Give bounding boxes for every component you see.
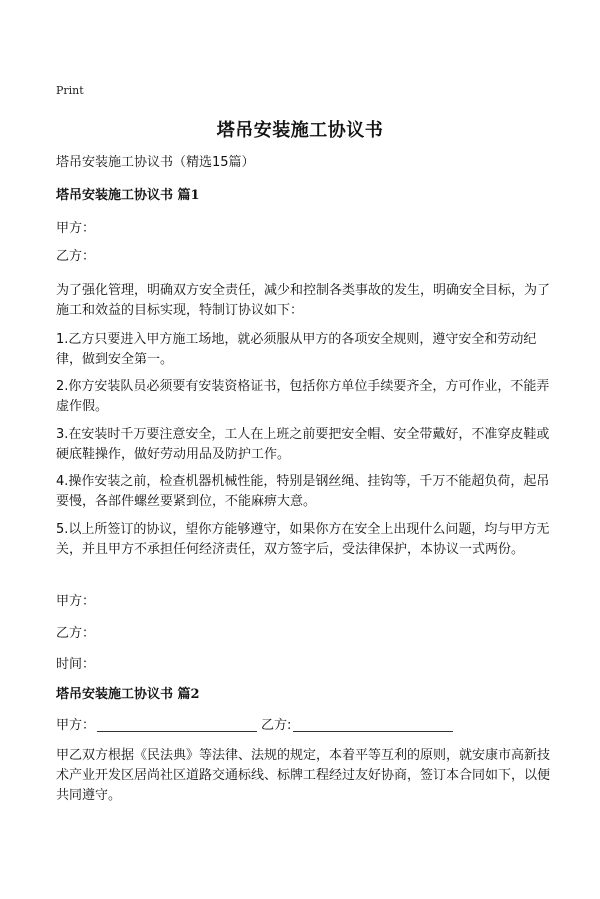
section1-clause-5: 5.以上所签订的协议，望你方能够遵守，如果你方在安全上出现什么问题，均与甲方无关，并且甲方不承担任何经济责任，双方签字后，受法律保护，本协议一式两份。: [56, 522, 550, 557]
document-subtitle: 塔吊安装施工协议书（精选15篇）: [56, 155, 255, 170]
section1-clause-2: 2.你方安装队员必须要有安装资格证书，包括你方单位手续要齐全，方可作业，不能弄虚作假。: [56, 379, 550, 414]
section1-clause-3: 3.在安装时千万要注意安全，工人在上班之前要把安全帽、安全带戴好，不准穿皮鞋或硬底鞋操作，做好劳动用品及防护工作。: [56, 427, 550, 462]
document-title: 塔吊安装施工协议书: [216, 120, 384, 141]
section1-heading: 塔吊安装施工协议书 篇1: [56, 188, 200, 203]
section1-time: 时间：: [56, 657, 96, 672]
section2-heading: 塔吊安装施工协议书 篇2: [56, 687, 200, 702]
section1-intro: 为了强化管理，明确双方安全责任，减少和控制各类事故的发生，明确安全目标，为了施工和效益的目标实现，特制订协议如下：: [56, 283, 551, 318]
section1-party-b: 乙方：: [56, 249, 96, 264]
print-link[interactable]: Print: [56, 84, 84, 97]
party-a-blank-line: [97, 730, 257, 732]
section2-intro: 甲乙双方根据《民法典》等法律、法规的规定，本着平等互利的原则，就安康市高新技术产业开发区居尚社区道路交通标线、标牌工程经过友好协商，签订本合同如下，以便共同遵守。: [56, 748, 551, 803]
section1-clause-1: 1.乙方只要进入甲方施工场地，就必须服从甲方的各项安全规则，遵守安全和劳动纪律，做到安全第一。: [56, 332, 537, 367]
section1-party-a: 甲方：: [56, 221, 96, 236]
section1-clause-4: 4.操作安装之前，检查机器机械性能，特别是钢丝绳、挂钩等，千万不能超负荷，起吊要慢，各部件螺丝要紧到位，不能麻痹大意。: [56, 474, 550, 509]
section2-parties-row: [56, 716, 556, 736]
section2-party-a-label: 甲方：: [56, 718, 96, 733]
section1-sign-party-b: 乙方：: [56, 626, 96, 641]
party-b-blank-line: [293, 730, 453, 732]
section1-sign-party-a: 甲方：: [56, 594, 96, 609]
section2-party-b-label: 乙方:: [261, 718, 292, 733]
